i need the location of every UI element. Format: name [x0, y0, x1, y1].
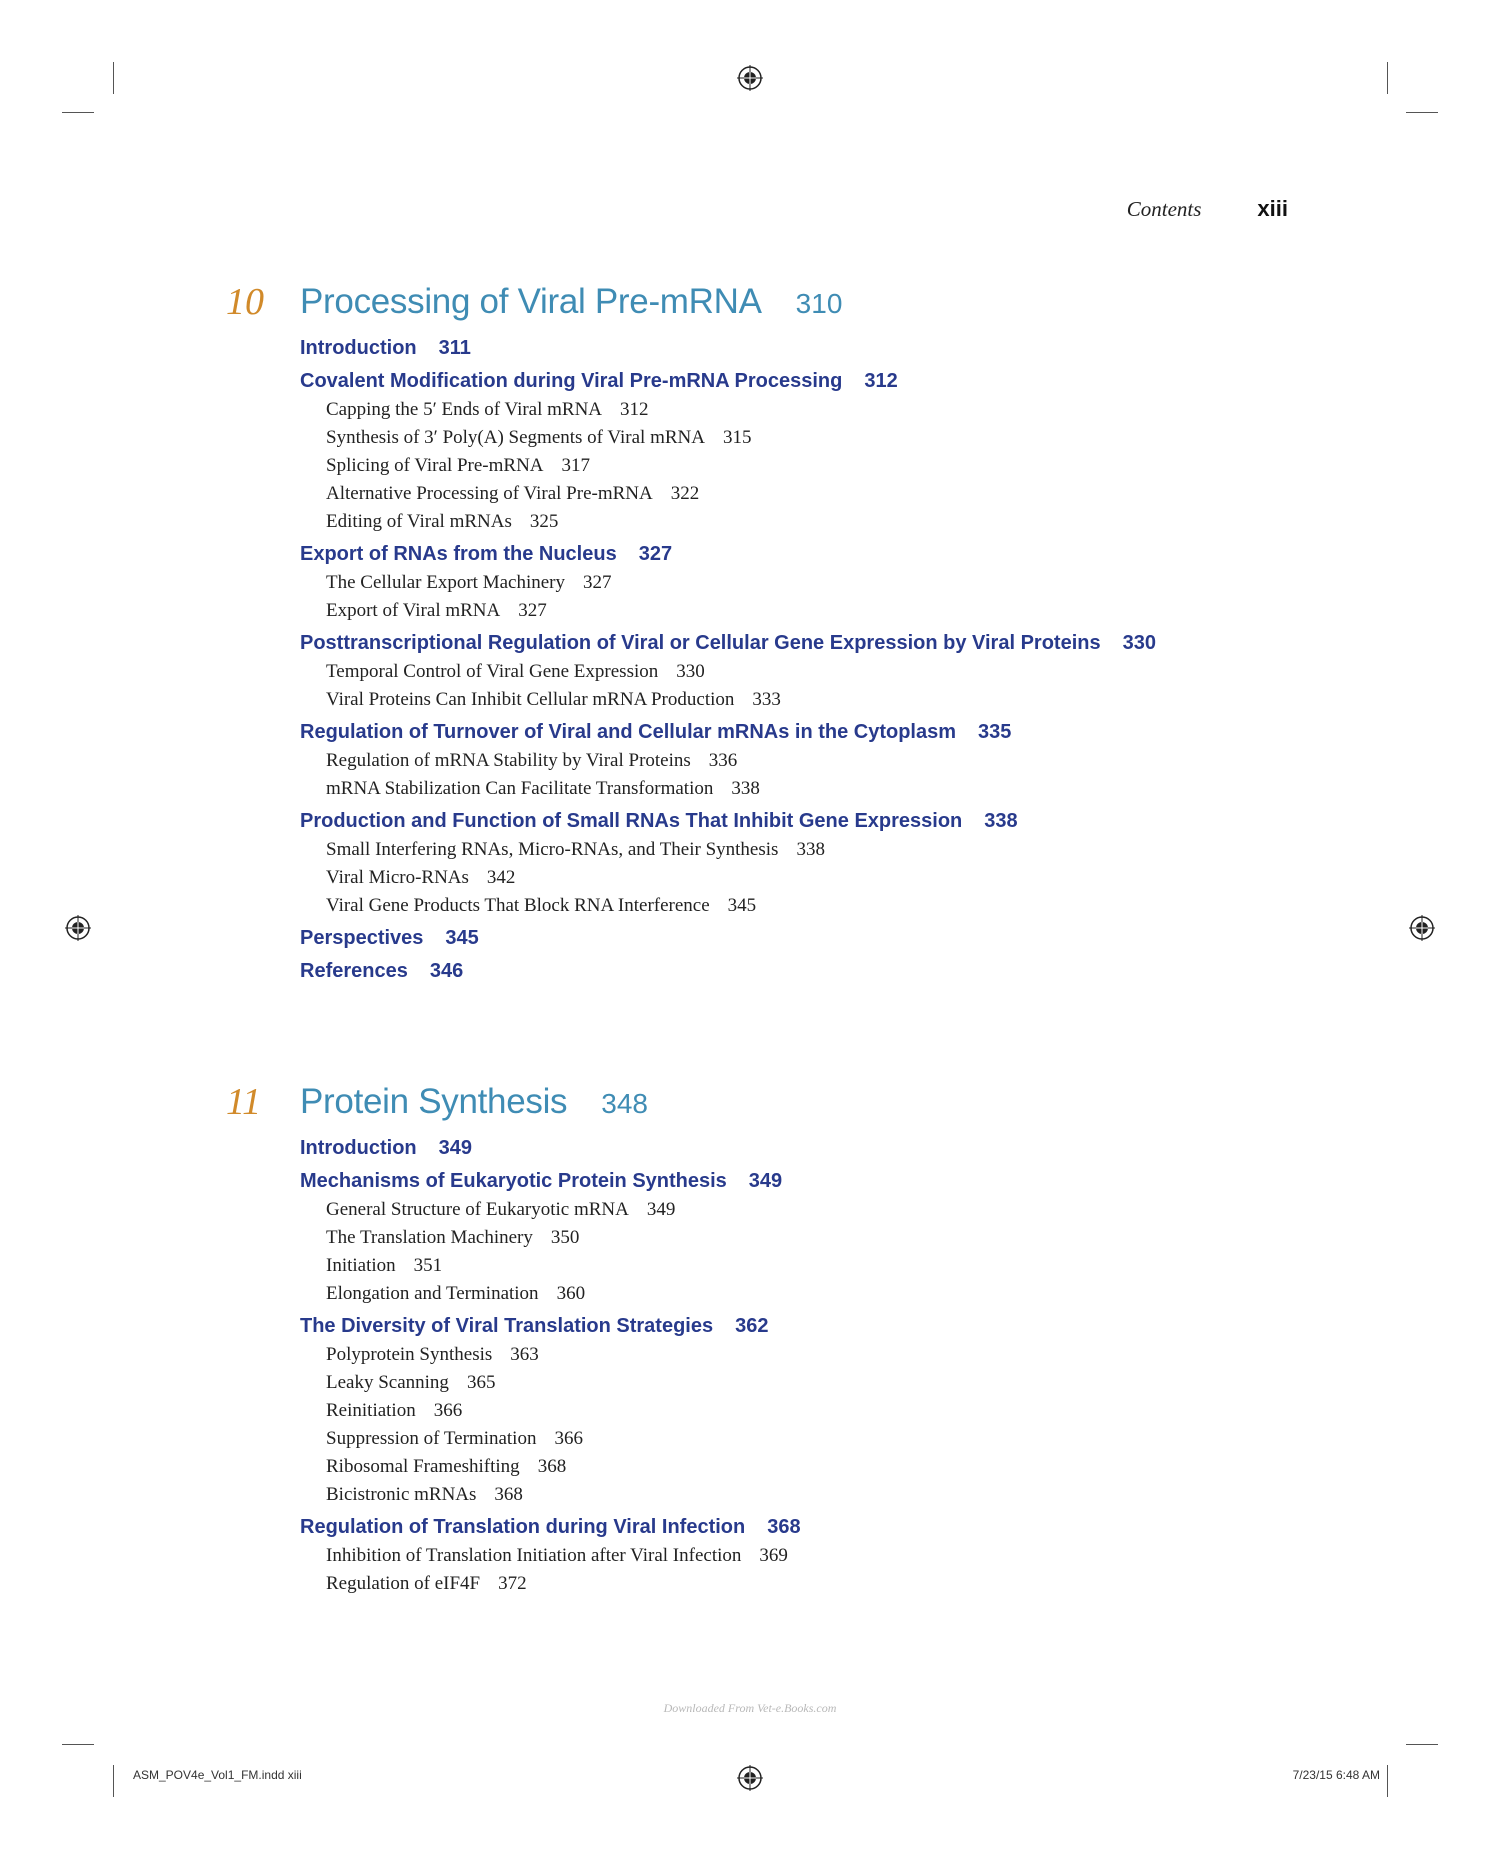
subsection-page-number: 365 [466, 1372, 496, 1393]
chapter-page-number: 310 [795, 288, 843, 319]
chapter-heading[interactable] [300, 1080, 1200, 1130]
toc-subsection-entry[interactable] [300, 597, 1200, 625]
subsection-page-number: 360 [556, 1283, 586, 1304]
section-page-number: 330 [1122, 632, 1156, 654]
subsection-title: The Translation Machinery [326, 1227, 533, 1248]
subsection-title: Small Interfering RNAs, Micro-RNAs, and Their Synthesis [326, 839, 779, 860]
subsection-page-number: 338 [731, 778, 760, 799]
subsection-title: Splicing of Viral Pre-mRNA [326, 455, 544, 476]
subsection-title: Viral Gene Products That Block RNA Interference [326, 895, 710, 916]
toc-subsection-entry[interactable] [300, 775, 1200, 803]
section-page-number: 362 [735, 1315, 769, 1337]
section-title: Posttranscriptional Regulation of Viral or Cellular Gene Expression by Viral Proteins [300, 632, 1101, 654]
running-head [1127, 196, 1288, 226]
subsection-page-number: 368 [537, 1456, 567, 1477]
chapter-page-number: 348 [601, 1088, 648, 1119]
toc-subsection-entry[interactable] [300, 1252, 1200, 1280]
toc-section-entry[interactable] [300, 1130, 1200, 1163]
chapter-11 [226, 1080, 1200, 1598]
chapter-title: Protein Synthesis [300, 1082, 568, 1121]
subsection-page-number: 315 [722, 427, 752, 448]
toc-subsection-entry[interactable] [300, 1542, 1200, 1570]
subsection-page-number: 325 [529, 511, 559, 532]
toc-section-entry[interactable] [300, 1308, 1200, 1341]
subsection-page-number: 345 [727, 895, 757, 916]
toc-section-entry[interactable] [300, 714, 1200, 747]
subsection-page-number: 372 [498, 1573, 527, 1594]
toc-section-entry[interactable] [300, 953, 1200, 986]
slug-date: 7/23/15 6:48 AM [1292, 1768, 1380, 1782]
registration-mark-icon [737, 65, 763, 91]
toc-subsection-entry[interactable] [300, 1196, 1200, 1224]
section-title: Introduction [300, 337, 417, 359]
subsection-page-number: 350 [550, 1227, 580, 1248]
toc-subsection-entry[interactable] [300, 658, 1200, 686]
toc-subsection-entry[interactable] [300, 396, 1200, 424]
crop-mark [113, 1765, 114, 1797]
chapter-title: Processing of Viral Pre-mRNA [300, 282, 762, 321]
toc-subsection-entry[interactable] [300, 864, 1200, 892]
toc-subsection-entry[interactable] [300, 1224, 1200, 1252]
toc-subsection-entry[interactable] [300, 747, 1200, 775]
toc-subsection-entry[interactable] [300, 480, 1200, 508]
subsection-title: Regulation of mRNA Stability by Viral Proteins [326, 750, 691, 771]
running-head-label: Contents [1126, 197, 1202, 221]
toc-section-entry[interactable] [300, 363, 1200, 396]
subsection-title: Viral Proteins Can Inhibit Cellular mRNA Production [326, 689, 735, 710]
subsection-page-number: 327 [583, 572, 612, 593]
subsection-page-number: 349 [646, 1199, 676, 1220]
subsection-title: Regulation of eIF4F [326, 1573, 481, 1594]
subsection-title: Viral Micro-RNAs [326, 867, 469, 888]
subsection-page-number: 368 [494, 1484, 523, 1505]
watermark: Downloaded From Vet-e.Books.com [663, 1701, 837, 1715]
section-page-number: 327 [638, 543, 673, 565]
subsection-title: Alternative Processing of Viral Pre-mRNA [326, 483, 653, 504]
section-page-number: 312 [864, 370, 898, 392]
toc-subsection-entry[interactable] [300, 1369, 1200, 1397]
section-title: Production and Function of Small RNAs That Inhibit Gene Expression [300, 810, 963, 832]
subsection-title: Export of Viral mRNA [326, 600, 501, 621]
crop-mark [62, 1744, 94, 1745]
subsection-title: Editing of Viral mRNAs [326, 511, 512, 532]
subsection-title: Elongation and Termination [326, 1283, 539, 1304]
toc-subsection-entry[interactable] [300, 1570, 1200, 1598]
subsection-page-number: 317 [561, 455, 591, 476]
toc-subsection-entry[interactable] [300, 1453, 1200, 1481]
toc-subsection-entry[interactable] [300, 1280, 1200, 1308]
subsection-page-number: 312 [620, 399, 649, 420]
subsection-page-number: 363 [510, 1344, 539, 1365]
subsection-page-number: 333 [752, 689, 781, 710]
section-title: References [300, 960, 408, 982]
subsection-title: Bicistronic mRNAs [326, 1484, 477, 1505]
subsection-page-number: 330 [676, 661, 705, 682]
section-title: Covalent Modification during Viral Pre-mRNA Processing [300, 370, 843, 392]
page-folio: xiii [1257, 196, 1288, 221]
subsection-title: Temporal Control of Viral Gene Expression [326, 661, 659, 682]
toc-section-entry[interactable] [300, 1163, 1200, 1196]
subsection-page-number: 369 [759, 1545, 788, 1566]
toc-subsection-entry[interactable] [300, 1425, 1200, 1453]
toc-section-entry[interactable] [300, 1509, 1200, 1542]
section-title: Perspectives [300, 927, 424, 949]
toc-section-entry[interactable] [300, 536, 1200, 569]
toc-subsection-entry[interactable] [300, 1481, 1200, 1509]
section-page-number: 335 [978, 721, 1012, 743]
subsection-page-number: 322 [670, 483, 700, 504]
subsection-title: Inhibition of Translation Initiation after Viral Infection [326, 1545, 742, 1566]
subsection-title: Ribosomal Frameshifting [326, 1456, 520, 1477]
toc-subsection-entry[interactable] [300, 836, 1200, 864]
chapter-number: 10 [226, 281, 264, 323]
crop-mark [113, 62, 114, 94]
subsection-title: mRNA Stabilization Can Facilitate Transformation [326, 778, 714, 799]
crop-mark [1406, 1744, 1438, 1745]
section-page-number: 349 [438, 1137, 473, 1159]
crop-mark [1387, 1765, 1388, 1797]
section-title: Introduction [300, 1137, 417, 1159]
chapter-heading[interactable] [300, 280, 1200, 330]
registration-mark-icon [1409, 915, 1435, 941]
section-title: Regulation of Translation during Viral Infection [300, 1516, 746, 1538]
subsection-page-number: 338 [796, 839, 825, 860]
subsection-page-number: 366 [554, 1428, 583, 1449]
slug-file: ASM_POV4e_Vol1_FM.indd xiii [133, 1768, 302, 1782]
toc-subsection-entry[interactable] [300, 1341, 1200, 1369]
toc-subsection-entry[interactable] [300, 686, 1200, 714]
toc-subsection-entry[interactable] [300, 508, 1200, 536]
subsection-page-number: 327 [518, 600, 547, 621]
section-page-number: 338 [984, 810, 1018, 832]
chapter-10 [226, 280, 1200, 986]
toc-section-entry[interactable] [300, 625, 1200, 658]
subsection-title: The Cellular Export Machinery [326, 572, 566, 593]
toc-section-entry[interactable] [300, 920, 1200, 953]
crop-mark [62, 112, 94, 113]
section-page-number: 311 [438, 337, 471, 359]
subsection-title: Synthesis of 3′ Poly(A) Segments of Viral mRNA [326, 427, 705, 448]
section-title: The Diversity of Viral Translation Strategies [300, 1315, 714, 1337]
subsection-title: Polyprotein Synthesis [326, 1344, 493, 1365]
section-title: Export of RNAs from the Nucleus [300, 543, 617, 565]
subsection-page-number: 342 [486, 867, 516, 888]
subsection-page-number: 351 [413, 1255, 443, 1276]
toc-section-entry[interactable] [300, 330, 1200, 363]
toc-subsection-entry[interactable] [300, 892, 1200, 920]
subsection-title: General Structure of Eukaryotic mRNA [326, 1199, 629, 1220]
toc-subsection-entry[interactable] [300, 424, 1200, 452]
section-title: Regulation of Turnover of Viral and Cellular mRNAs in the Cytoplasm [300, 721, 957, 743]
subsection-title: Reinitiation [326, 1400, 416, 1421]
toc-subsection-entry[interactable] [300, 1397, 1200, 1425]
toc-section-entry[interactable] [300, 803, 1200, 836]
subsection-title: Leaky Scanning [326, 1372, 449, 1393]
subsection-page-number: 336 [708, 750, 738, 771]
subsection-title: Initiation [326, 1255, 396, 1276]
toc-subsection-entry[interactable] [300, 569, 1200, 597]
section-page-number: 368 [767, 1516, 801, 1538]
section-page-number: 345 [445, 927, 479, 949]
chapter-number: 11 [226, 1081, 262, 1123]
subsection-title: Suppression of Termination [326, 1428, 537, 1449]
registration-mark-icon [65, 915, 91, 941]
subsection-page-number: 366 [433, 1400, 463, 1421]
section-title: Mechanisms of Eukaryotic Protein Synthesis [300, 1170, 727, 1192]
crop-mark [1406, 112, 1438, 113]
section-page-number: 346 [429, 960, 464, 982]
toc-subsection-entry[interactable] [300, 452, 1200, 480]
registration-mark-icon [737, 1765, 763, 1791]
subsection-title: Capping the 5′ Ends of Viral mRNA [326, 399, 603, 420]
section-page-number: 349 [748, 1170, 783, 1192]
crop-mark [1387, 62, 1388, 94]
